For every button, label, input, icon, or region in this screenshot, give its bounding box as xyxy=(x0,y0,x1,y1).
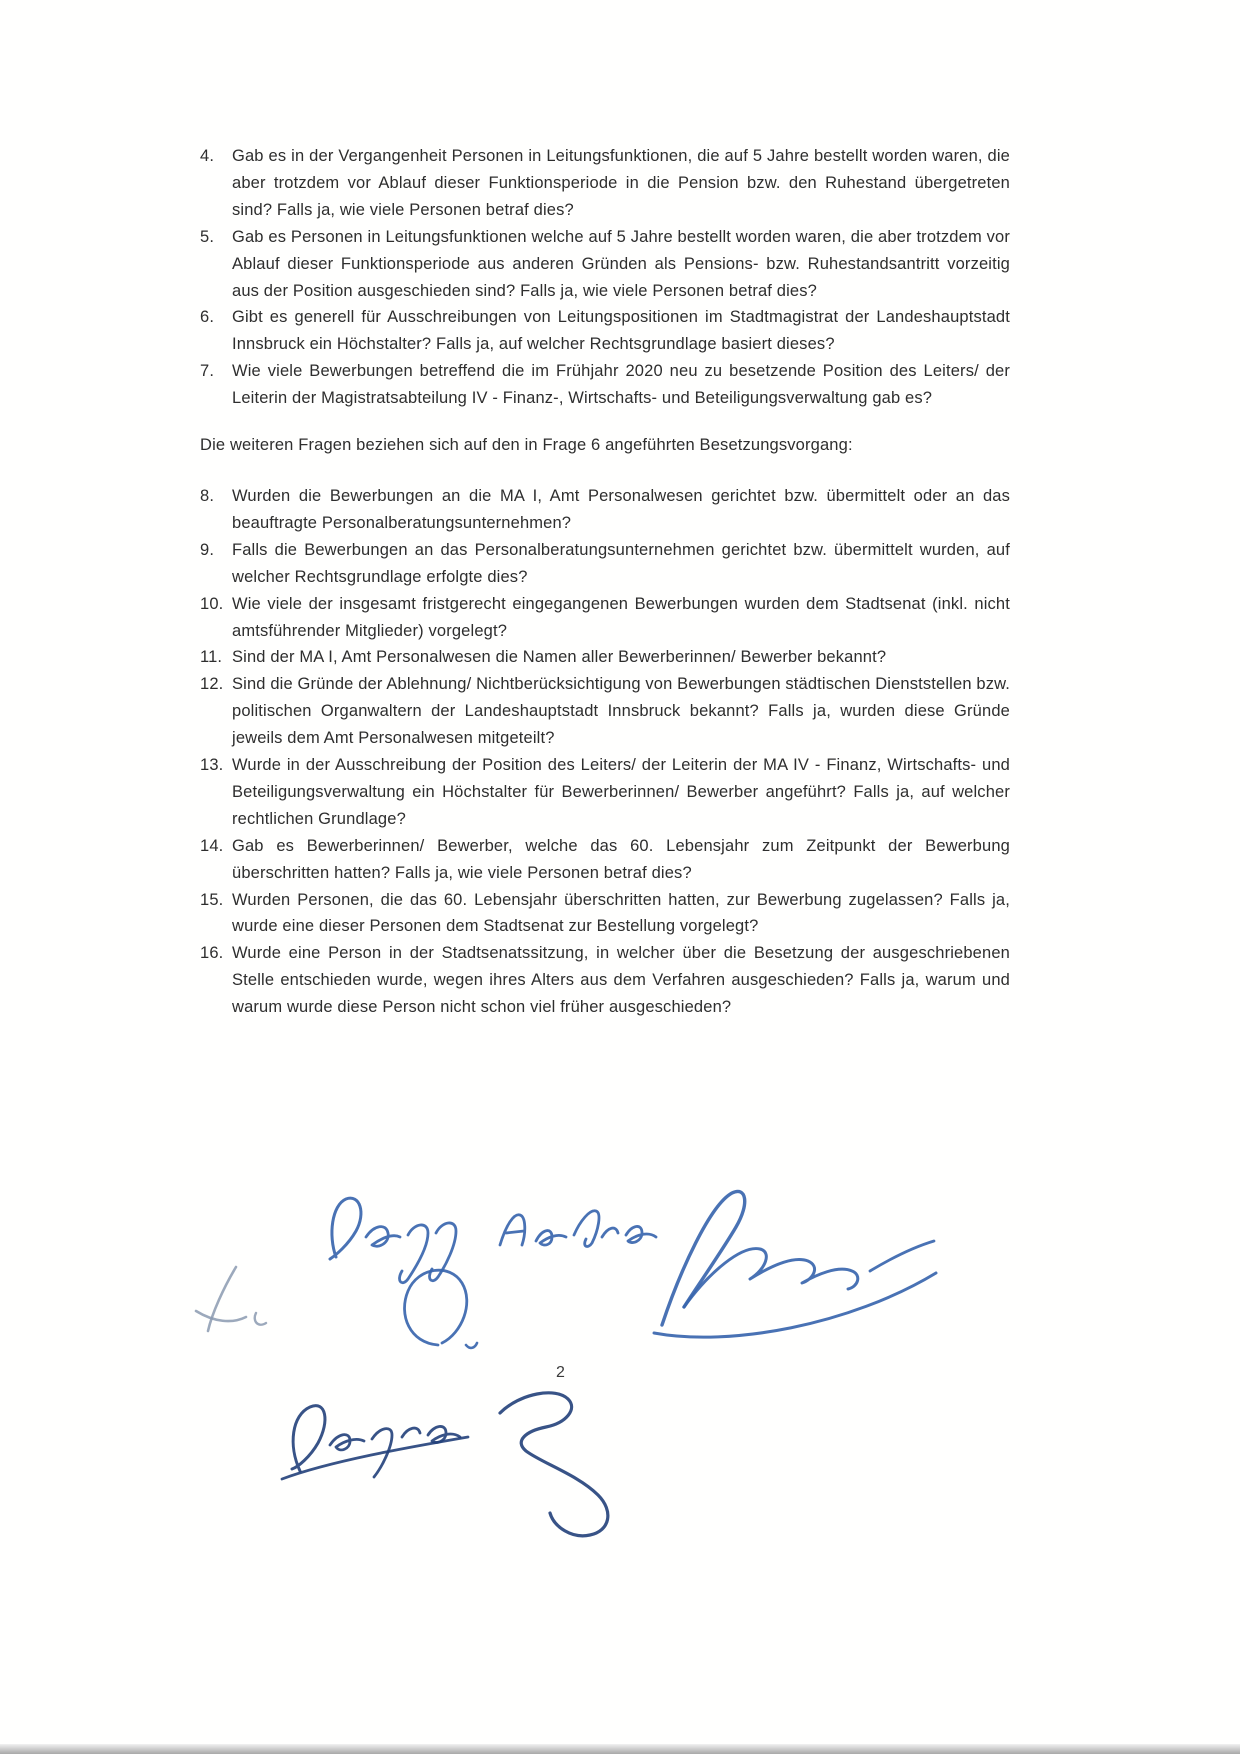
question-number: 7. xyxy=(200,362,215,381)
question-number: 11. xyxy=(200,648,223,667)
question-text: Falls die Bewerbungen an das Personalberatungsunternehmen gerichtet bzw. übermittelt wurden, auf welcher Rechtsgrundlage erfolgte dies? xyxy=(232,540,1010,586)
question-number: 15. xyxy=(200,890,224,909)
signature-paraph-bottom-right xyxy=(500,1393,608,1536)
question-number: 6. xyxy=(200,308,215,327)
question-text: Wurde in der Ausschreibung der Position des Leiters/ der Leiterin der MA IV - Finanz, Wirtschafts- und Beteiligungsverwaltung ein Höchstalter für Bewerberinnen/ Bewerber angeführt? Falls ja, auf welcher rechtlichen Grundlage? xyxy=(232,756,1010,828)
question-text: Wurden Personen, die das 60. Lebensjahr überschritten hatten, zur Bewerbung zugelassen? Falls ja, wurde eine dieser Personen dem Stadtsenat zur Bestellung vorgelegt? xyxy=(232,890,1010,936)
question-number: 9. xyxy=(200,540,215,559)
question-item-14 xyxy=(200,833,1010,887)
question-number: 4. xyxy=(200,147,215,165)
question-text: Wie viele Bewerbungen betreffend die im Frühjahr 2020 neu zu besetzende Position des Leiters/ der Leiterin der Magistratsabteilung IV - Finanz-, Wirtschafts- und Beteiligungsverwaltung gab es? xyxy=(232,362,1010,408)
question-item-11 xyxy=(200,644,1010,671)
question-number: 16. xyxy=(200,944,224,963)
question-number: 13. xyxy=(200,756,224,775)
signature-illegible-bottom xyxy=(282,1406,468,1479)
question-list-part1 xyxy=(200,143,1010,412)
document-body xyxy=(200,143,1010,1021)
interlude-paragraph: Die weiteren Fragen beziehen sich auf den in Frage 6 angeführten Besetzungsvorgang: xyxy=(200,436,853,455)
question-text: Wurden die Bewerbungen an die MA I, Amt Personalwesen gerichtet bzw. übermittelt oder an das beauftragte Personalberatungsunternehmen? xyxy=(232,486,1010,532)
question-item-5 xyxy=(200,224,1010,305)
page-number: 2 xyxy=(556,1364,565,1381)
question-number: 5. xyxy=(200,227,215,246)
question-text: Sind die Gründe der Ablehnung/ Nichtberücksichtigung von Bewerbungen städtischen Dienststellen bzw. politischen Organwaltern der Landeshauptstadt Innsbruck bekannt? Falls ja, wurden diese Gründe jeweils dem Amt Personalwesen mitgeteilt? xyxy=(232,675,1010,748)
question-text: Gab es in der Vergangenheit Personen in Leitungsfunktionen, die auf 5 Jahre bestellt worden waren, die aber trotzdem vor Ablauf dieser Funktionsperiode in die Pension bzw. den Ruhestand übergetreten sind? Falls ja, wie viele Personen betraf dies? xyxy=(232,147,1010,219)
question-item-13 xyxy=(200,752,1010,833)
question-number: 10. xyxy=(200,594,224,613)
question-item-6 xyxy=(200,304,1010,358)
question-item-10 xyxy=(200,591,1010,645)
signature-dengg-andrea xyxy=(330,1198,656,1348)
handwritten-signatures xyxy=(170,1175,970,1555)
question-list-part2 xyxy=(200,483,1010,1021)
scan-edge-artifact xyxy=(0,1744,1240,1754)
question-text: Gab es Personen in Leitungsfunktionen welche auf 5 Jahre bestellt worden waren, die aber trotzdem vor Ablauf dieser Funktionsperiode aus anderen Gründen als Pensions- bzw. Ruhestandsantritt vorzeitig aus der Position ausgeschieden sind? Falls ja, wie viele Personen betraf dies? xyxy=(232,227,1010,300)
question-number: 12. xyxy=(200,675,224,694)
question-text: Gibt es generell für Ausschreibungen von Leitungspositionen im Stadtmagistrat der Landeshauptstadt Innsbruck ein Höchstalter? Falls ja, auf welcher Rechtsgrundlage basiert dieses? xyxy=(232,308,1010,354)
question-item-8 xyxy=(200,483,1010,537)
question-text: Sind der MA I, Amt Personalwesen die Namen aller Bewerberinnen/ Bewerber bekannt? xyxy=(232,648,887,667)
question-item-7 xyxy=(200,358,1010,412)
question-item-9 xyxy=(200,537,1010,591)
question-item-12 xyxy=(200,671,1010,752)
question-text: Wurde eine Person in der Stadtsenatssitzung, in welcher über die Besetzung der ausgeschriebenen Stelle entschieden wurde, wegen ihres Alters aus dem Verfahren ausgeschieden? Falls ja, warum und warum wurde diese Person nicht schon viel früher ausgeschieden? xyxy=(232,944,1010,1017)
signature-illegible-right xyxy=(654,1191,936,1337)
question-text: Gab es Bewerberinnen/ Bewerber, welche das 60. Lebensjahr zum Zeitpunkt der Bewerbung überschritten hatten? Falls ja, wie viele Personen betraf dies? xyxy=(232,836,1010,882)
question-item-15 xyxy=(200,887,1010,941)
question-text: Wie viele der insgesamt fristgerecht eingegangenen Bewerbungen wurden dem Stadtsenat (inkl. nicht amtsführender Mitglieder) vorgelegt? xyxy=(232,594,1010,640)
signature-paraph-left xyxy=(196,1267,266,1331)
question-number: 14. xyxy=(200,836,224,855)
question-number: 8. xyxy=(200,486,215,505)
question-item-16 xyxy=(200,940,1010,1021)
question-item-4 xyxy=(200,143,1010,224)
